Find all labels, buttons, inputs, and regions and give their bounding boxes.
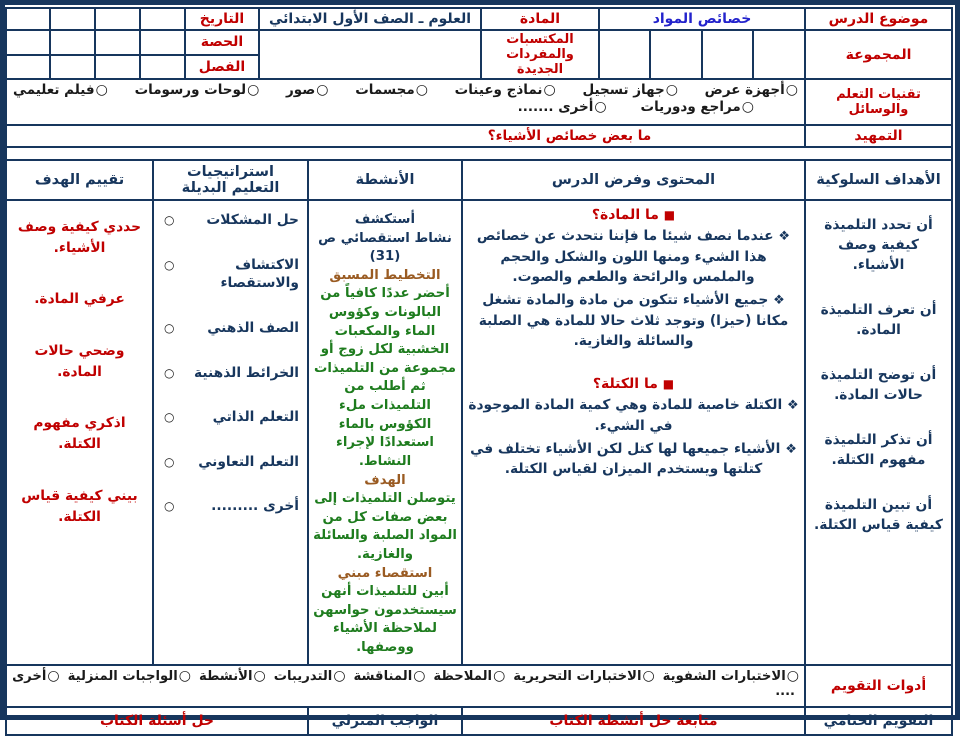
checkbox-circle-icon[interactable]: ○ <box>415 82 428 98</box>
content-point-text: الأشياء جميعها لها كتل لكن الأشياء تختلف في كتلتها ويستخدم الميزان لقياس الكتلة. <box>470 440 781 478</box>
activity-line: الهدف <box>364 472 406 488</box>
checkbox-circle-icon[interactable]: ○ <box>785 82 798 98</box>
checkbox-circle-icon[interactable]: ○ <box>594 99 607 115</box>
strategy-item[interactable] <box>164 256 299 293</box>
radio-circle-icon[interactable]: ○ <box>164 320 175 335</box>
strategies-column <box>153 200 308 665</box>
media-option[interactable] <box>286 82 329 98</box>
class-fill-cell[interactable] <box>6 55 50 80</box>
checkbox-circle-icon[interactable]: ○ <box>493 668 506 685</box>
date-fill-cell[interactable] <box>95 8 140 30</box>
radio-circle-icon[interactable]: ○ <box>164 365 175 380</box>
goal-eval-column <box>6 200 153 665</box>
property-fill-cell[interactable] <box>753 30 805 79</box>
activities-list <box>313 207 457 658</box>
checkbox-circle-icon[interactable]: ○ <box>786 668 799 685</box>
tools-more-dots: .... <box>775 683 795 699</box>
date-fill-cell[interactable] <box>6 8 50 30</box>
period-fill-cell[interactable] <box>50 30 95 55</box>
tool-option[interactable] <box>199 669 266 684</box>
activities-column <box>308 200 462 665</box>
strategy-item[interactable] <box>164 364 299 383</box>
period-fill-cell[interactable] <box>95 30 140 55</box>
header-goal-eval: تقييم الهدف <box>6 160 153 200</box>
topic-value: خصائص المواد <box>599 8 805 30</box>
media-option-label: جهاز تسجيل <box>582 82 665 98</box>
activity-line: أحضر عددًا كافياً من البالونات وكؤوس الماء والمكعبات الخشبية لكل زوج أو مجموعة من التلميذات ثم أطلب من التلميذات ملء الكؤوس بالماء استعدادًا لإجراء النشاط. <box>313 286 457 469</box>
objectives-list <box>810 207 947 535</box>
media-option[interactable] <box>641 99 754 115</box>
media-option-label: لوحات ورسومات <box>134 82 247 98</box>
content-point <box>467 439 800 480</box>
red-square-icon: ■ <box>663 208 676 222</box>
content-q1-points <box>467 226 800 352</box>
media-options-cell <box>6 79 805 125</box>
date-fill-cell[interactable] <box>140 8 185 30</box>
acquired-vocab-label: المكتسبات والمفردات الجديدة <box>481 30 599 79</box>
checkbox-circle-icon[interactable]: ○ <box>413 668 426 685</box>
activity-line: أبين للتلميذات أنهن سيستخدمون حواسهن لملاحظة الأشياء ووصفها. <box>313 584 457 656</box>
final-eval-label: التقويم الختامي <box>805 707 952 735</box>
class-fill-cell[interactable] <box>140 55 185 80</box>
date-fill-cell[interactable] <box>50 8 95 30</box>
content-q1-heading <box>467 207 800 223</box>
media-option-label: نماذج وعينات <box>454 82 543 98</box>
checkbox-circle-icon[interactable]: ○ <box>247 82 260 98</box>
media-option[interactable] <box>355 82 428 98</box>
objective-item: أن تذكر التلميذة مفهوم الكتلة. <box>824 432 933 468</box>
date-label: التاريخ <box>185 8 259 30</box>
intro-label: التمهيد <box>805 125 952 147</box>
objectives-column <box>805 200 952 665</box>
checkbox-circle-icon[interactable]: ○ <box>665 82 678 98</box>
radio-circle-icon[interactable]: ○ <box>164 257 175 272</box>
diamond-bullet-icon: ❖ <box>785 441 797 457</box>
tool-option[interactable] <box>12 669 60 684</box>
objective-item: أن تبين التلميذة كيفية قياس الكتلة. <box>814 497 943 533</box>
media-intro-table <box>5 78 953 161</box>
tool-option[interactable] <box>274 669 346 684</box>
checkbox-circle-icon[interactable]: ○ <box>95 82 108 98</box>
strategy-label: حل المشكلات <box>206 212 299 228</box>
final-eval-followup: متابعة حل أنشطة الكتاب <box>462 707 805 735</box>
media-option-label: فيلم تعليمي <box>13 82 95 98</box>
strategy-label: الصف الذهني <box>207 319 299 336</box>
tool-option-label: أخرى <box>12 668 47 684</box>
diamond-bullet-icon: ❖ <box>787 398 799 414</box>
checkbox-circle-icon[interactable]: ○ <box>178 668 191 685</box>
class-fill-cell[interactable] <box>50 55 95 80</box>
strategy-label: التعلم التعاوني <box>198 453 299 470</box>
tool-option-label: الاختبارات التحريرية <box>513 668 642 684</box>
header-content: المحتوى وفرض الدرس <box>462 160 805 200</box>
content-point <box>467 226 800 288</box>
goal-eval-list <box>11 207 148 527</box>
checkbox-circle-icon[interactable]: ○ <box>543 82 556 98</box>
checkbox-circle-icon[interactable]: ○ <box>333 668 346 685</box>
checkbox-circle-icon[interactable]: ○ <box>642 668 655 685</box>
checkbox-circle-icon[interactable]: ○ <box>253 668 266 685</box>
strategies-list <box>154 201 307 516</box>
objective-item: أن تحدد التلميذة كيفية وصف الأشياء. <box>824 217 933 273</box>
tool-option[interactable] <box>513 669 654 684</box>
content-q2-title: ما الكتلة؟ <box>592 376 658 393</box>
class-fill-cell[interactable] <box>95 55 140 80</box>
course-fill-cell[interactable] <box>259 30 481 79</box>
checkbox-circle-icon[interactable]: ○ <box>741 99 754 115</box>
footer-table <box>5 706 953 736</box>
objective-item: أن توضح التلميذة حالات المادة. <box>820 367 937 403</box>
radio-circle-icon[interactable]: ○ <box>164 410 175 425</box>
content-point-text: الكتلة خاصية للمادة وهي كمية المادة الموجودة في الشيء. <box>468 397 783 434</box>
media-option[interactable] <box>705 82 798 98</box>
activity-line: استقصاء مبني <box>337 565 433 581</box>
tool-option-label: الأنشطة <box>198 668 253 684</box>
period-label: الحصة <box>185 30 259 55</box>
goal-eval-item: اذكري مفهوم الكتلة. <box>33 415 126 453</box>
activity-line: يتوصلن التلميذات إلى بعض صفات كل من المواد الصلبة والسائلة والغازية. <box>313 491 457 562</box>
media-options-row <box>13 82 798 98</box>
tool-option[interactable] <box>663 669 799 684</box>
radio-circle-icon[interactable]: ○ <box>164 499 175 514</box>
media-option[interactable] <box>518 99 607 115</box>
media-option[interactable] <box>13 82 108 98</box>
content-column <box>462 200 805 665</box>
content-point-text: جميع الأشياء تتكون من مادة والمادة تشغل مكانا (حيزا) وتوجد ثلاث حالا للمادة هي الصلبة والسائلة والغازية. <box>478 292 789 350</box>
tool-option-label: المناقشة <box>353 668 413 684</box>
media-option-label: صور <box>286 82 316 98</box>
strategy-item[interactable] <box>164 408 299 427</box>
goal-eval-item: بيني كيفية قياس الكتلة. <box>21 487 138 525</box>
radio-circle-icon[interactable]: ○ <box>164 454 175 469</box>
tools-label: أدوات التقويم <box>805 665 952 707</box>
tool-option-label: الملاحظة <box>433 668 493 684</box>
tool-option[interactable] <box>354 669 426 684</box>
activity-line: التخطيط المسبق <box>329 267 441 283</box>
goal-eval-item: عرفي المادة. <box>34 291 125 308</box>
diamond-bullet-icon: ❖ <box>773 293 785 309</box>
content-q1-title: ما المادة؟ <box>591 207 659 223</box>
red-square-icon: ■ <box>662 377 675 392</box>
activity-line: أستكشف <box>354 212 416 227</box>
evaluation-tools-table <box>5 664 953 708</box>
strategy-label: أخرى ......... <box>211 498 299 515</box>
checkbox-circle-icon[interactable]: ○ <box>47 668 60 685</box>
strategy-label: التعلم الذاتي <box>212 409 299 426</box>
homework-label: الواجب المنزلي <box>308 707 462 735</box>
strategy-label: الخرائط الذهنية <box>194 364 299 381</box>
media-label: تقنيات التعلم والوسائل <box>805 79 952 125</box>
tool-option-label: التدريبات <box>273 668 333 684</box>
media-options-row-2 <box>13 99 798 115</box>
strategy-label: الاكتشاف والاستقصاء <box>220 256 299 292</box>
homework-value: حل أسئلة الكتاب <box>6 707 308 735</box>
strategy-item[interactable] <box>164 497 299 516</box>
property-fill-cell[interactable] <box>702 30 753 79</box>
period-fill-cell[interactable] <box>6 30 50 55</box>
tools-options-cell <box>6 665 805 707</box>
content-point <box>467 290 800 352</box>
checkbox-circle-icon[interactable]: ○ <box>316 82 329 98</box>
content-q2-points <box>467 395 800 480</box>
diamond-bullet-icon: ❖ <box>778 229 791 244</box>
strategy-item[interactable] <box>164 211 299 230</box>
group-label: المجموعة <box>805 30 952 79</box>
intro-question: ما بعض خصائص الأشياء؟ <box>6 125 805 147</box>
tool-option-label: الواجبات المنزلية <box>67 668 178 684</box>
top-info-table <box>5 7 953 80</box>
period-fill-cell[interactable] <box>140 30 185 55</box>
content-q2-heading <box>467 376 800 392</box>
tool-option[interactable] <box>433 669 505 684</box>
strategy-item[interactable] <box>164 319 299 338</box>
media-option-label: أخرى ....... <box>517 99 594 115</box>
media-option-label: مجسمات <box>355 82 415 98</box>
media-option[interactable] <box>455 82 556 98</box>
main-table <box>5 159 953 666</box>
objective-item: أن تعرف التلميذة المادة. <box>820 302 937 338</box>
header-activities: الأنشطة <box>308 160 462 200</box>
tool-option-label: الاختبارات الشفوية <box>662 668 786 684</box>
strategy-item[interactable] <box>164 453 299 472</box>
media-option-label: مراجع ودوريات <box>640 99 741 115</box>
topic-label: موضوع الدرس <box>805 8 952 30</box>
content-point <box>467 395 800 436</box>
media-option-label: أجهزة عرض <box>704 82 785 98</box>
goal-eval-item: وضحي حالات المادة. <box>34 343 125 380</box>
tools-options-row <box>12 669 799 684</box>
activity-line: نشاط استقصائي ص (31) <box>318 230 452 265</box>
header-strategies: استراتيجيات التعليم البديلة <box>153 160 308 200</box>
property-fill-cell[interactable] <box>599 30 650 79</box>
tool-option[interactable] <box>68 669 191 684</box>
goal-eval-item: حددي كيفية وصف الأشياء. <box>17 219 142 256</box>
media-option[interactable] <box>135 82 260 98</box>
content-point-text: عندما نصف شيئا ما فإننا نتحدث عن خصائص هذا الشيء ومنها اللون والشكل والحجم والملمس والرائحة والطعم والصوت. <box>476 228 774 286</box>
subject-label: المادة <box>481 8 599 30</box>
radio-circle-icon[interactable]: ○ <box>164 213 175 227</box>
media-option[interactable] <box>582 82 678 98</box>
course-title: العلوم ـ الصف الأول الابتدائي <box>259 8 481 30</box>
property-fill-cell[interactable] <box>650 30 702 79</box>
class-label: الفصل <box>185 55 259 80</box>
header-objectives: الأهداف السلوكية <box>805 160 952 200</box>
